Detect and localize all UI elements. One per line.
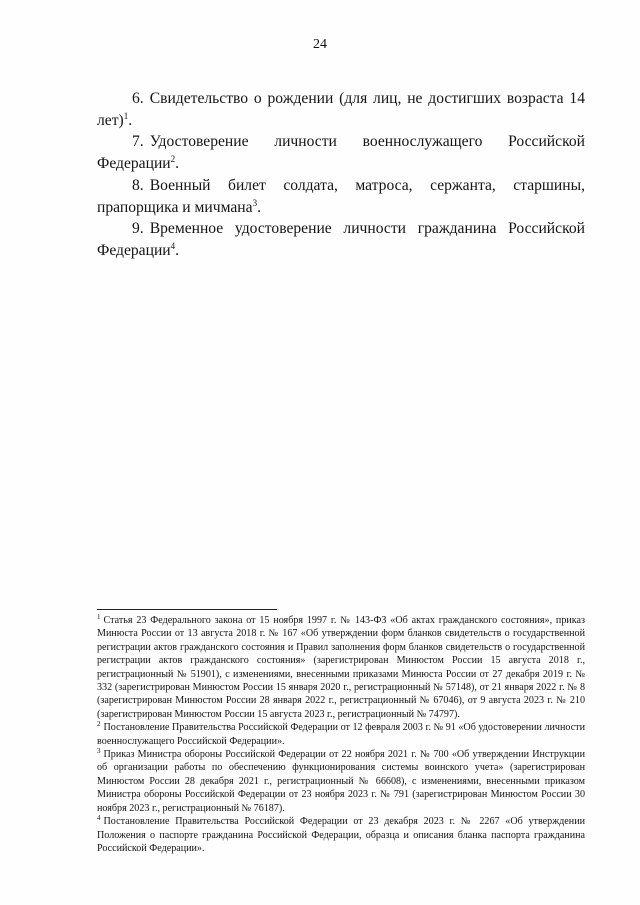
footnote-mark: 4 [97,814,101,823]
item-number: 8. [132,176,144,194]
document-body [97,88,585,262]
footnote-reference: 2 [170,154,176,165]
page-number: 24 [313,37,327,52]
footnote-4 [97,815,585,855]
item-number: 6. [132,90,144,107]
footnote-1 [97,614,585,721]
item-number: 9. [132,220,144,238]
footnote-mark: 2 [97,720,101,729]
footnote-divider [97,609,277,610]
footnote-text: Приказ Министра обороны Российской Федерации от 22 ноября 2021 г. № 700 «Об утверждении Инструкции об организации работы по обеспечению функционирования системы воинского учета» (зарегистрирован Минюстом России 28 декабря 2021 г., регистрационный № 66608), с изменениями, внесенными приказом Министра обороны Российской Федерации от 23 ноября 2023 г. № 791 (зарегистрирован Минюстом России 30 ноября 2023 г., регистрационный № 76187). [97,749,585,814]
item-text: Военный билет солдата, матроса, сержанта, старшины, прапорщика и мичмана [97,176,585,216]
footnote-mark: 1 [97,613,101,621]
footnote-reference: 1 [123,110,129,121]
footnote-2 [97,721,585,748]
list-item-7: 7. Удостоверение личности военнослужащего Российской Федерации$^2$. [97,133,585,173]
item-text: Удостоверение личности военнослужащего Российской Федерации [97,133,585,173]
footnote-3 [97,748,585,815]
list-item-6: 6. Свидетельство о рождении (для лиц, не достигших возраста 14 лет)$^1$. [97,90,585,129]
item-number: 7. [132,133,144,151]
footnote-mark: 3 [97,747,101,756]
footnote-text: Постановление Правительства Российской Федерации от 23 декабря 2023 г. № 2267 «Об утверждении Положения о паспорте гражданина Российской Федерации, образца и описания бланка паспорта гражданина Российской Федерации». [97,816,585,854]
footnote-reference: 3 [252,197,258,208]
footnote-text: Статья 23 Федерального закона от 15 ноября 1997 г. № 143-ФЗ «Об актах гражданского состояния», приказ Минюста России от 13 августа 2018 г. № 167 «Об утверждении форм бланков свидетельств о государственной регистрации актов гражданского состояния и Правил заполнения форм бланков свидетельств о государственной регистрации актов гражданского состояния» (зарегистрирован Минюстом России 15 августа 2018 г., регистрационный № 51901), с изменениями, внесенными приказами Минюста России от 27 декабря 2019 г. № 332 (зарегистрирован Минюстом России 15 января 2020 г., регистрационный № 57148), от 21 января 2022 г. № 8 (зарегистрирован Минюстом России 28 января 2022 г., регистрационный № 67046), от 9 августа 2023 г. № 210 (зарегистрирован Минюстом России 15 августа 2023 г., регистрационный № 74797). [97,615,585,720]
item-text: Свидетельство о рождении (для лиц, не достигших возраста 14 лет) [97,90,585,129]
list-item-9: 9. Временное удостоверение личности гражданина Российской Федерации$^4$. [97,220,585,259]
footnote-text: Постановление Правительства Российской Федерации от 12 февраля 2003 г. № 91 «Об удостоверении личности военнослужащего Российской Федерации». [97,722,585,747]
footnote-reference: 4 [170,240,176,251]
item-text: Временное удостоверение личности гражданина Российской Федерации [97,220,585,259]
footnotes [97,614,585,855]
list-item-8: 8. Военный билет солдата, матроса, сержанта, старшины, прапорщика и мичмана$^3$. [97,176,585,216]
